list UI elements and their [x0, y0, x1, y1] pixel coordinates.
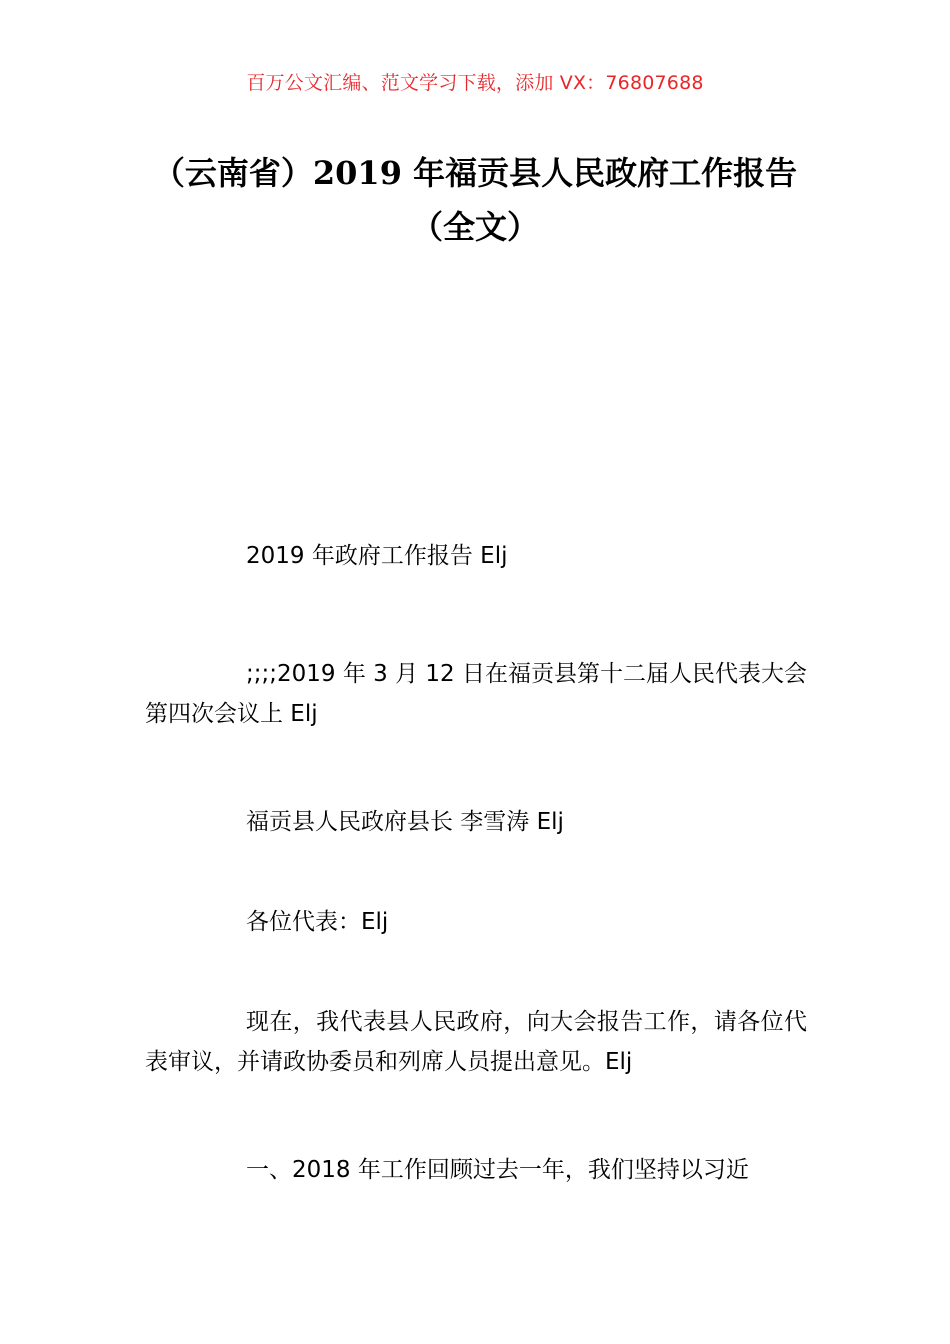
- paragraph-meeting-info: ;;;;2019 年 3 月 12 日在福贡县第十二届人民代表大会第四次会议上 Elj: [145, 661, 807, 727]
- paragraph-salutation: 各位代表：Elj: [246, 909, 389, 935]
- paragraph-speaker: 福贡县人民政府县长 李雪涛 Elj: [246, 809, 564, 835]
- header-note: 百万公文汇编、范文学习下载，添加 VX：76807688: [246, 72, 704, 94]
- paragraph-opening: 现在，我代表县人民政府，向大会报告工作，请各位代表审议，并请政协委员和列席人员提出意见。Elj: [145, 1009, 807, 1075]
- paragraph-report-name: 2019 年政府工作报告 Elj: [246, 543, 508, 569]
- document-title: （云南省）2019 年福贡县人民政府工作报告（全文）: [152, 154, 798, 246]
- paragraph-section-one: 一、2018 年工作回顾过去一年，我们坚持以习近: [246, 1157, 749, 1183]
